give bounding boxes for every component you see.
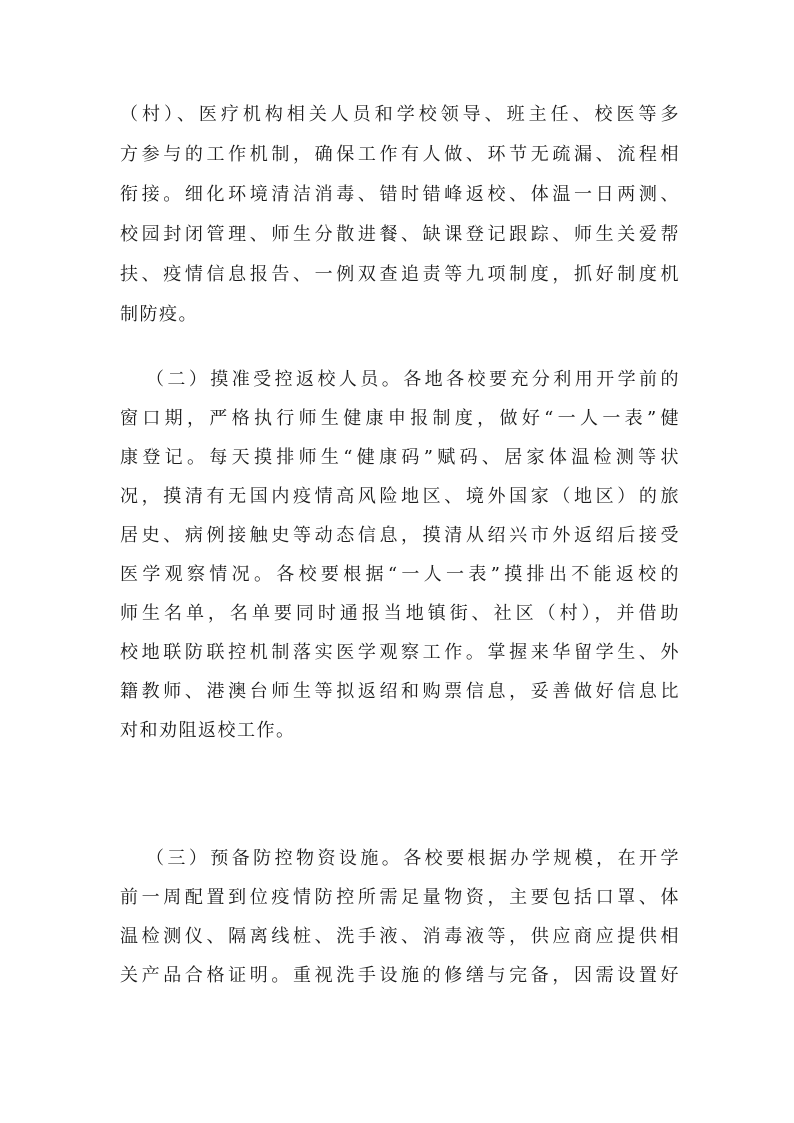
- text-line: 窗口期，严格执行师生健康申报制度，做好“一人一表”健: [120, 408, 680, 429]
- text-line: 医学观察情况。各校要根据“一人一表”摸排出不能返校的: [120, 564, 680, 585]
- text-line: 制防疫。: [120, 304, 198, 325]
- text-line: 前一周配置到位疫情防控所需足量物资，主要包括口罩、体: [120, 887, 680, 908]
- text-line: 对和劝阻返校工作。: [120, 720, 296, 741]
- text-line: 扶、疫情信息报告、一例双查追责等九项制度，抓好制度机: [120, 264, 680, 285]
- text-line: 籍教师、港澳台师生等拟返绍和购票信息，妥善做好信息比: [120, 681, 680, 702]
- text-line: 康登记。每天摸排师生“健康码”赋码、居家体温检测等状: [120, 447, 680, 468]
- text-line: （三）预备防控物资设施。各校要根据办学规模，在开学: [146, 848, 680, 869]
- text-line: 校地联防联控机制落实医学观察工作。掌握来华留学生、外: [120, 642, 680, 663]
- text-line: 师生名单，名单要同时通报当地镇街、社区（村），并借助: [120, 603, 680, 624]
- text-line: 关产品合格证明。重视洗手设施的修缮与完备，因需设置好: [120, 965, 680, 986]
- text-line: 居史、病例接触史等动态信息，摸清从绍兴市外返绍后接受: [120, 525, 680, 546]
- text-line: （村）、医疗机构相关人员和学校领导、班主任、校医等多: [120, 104, 680, 125]
- text-line: 衔接。细化环境清洁消毒、错时错峰返校、体温一日两测、: [120, 184, 680, 205]
- text-line: 方参与的工作机制，确保工作有人做、环节无疏漏、流程相: [120, 144, 680, 165]
- text-line: 况，摸清有无国内疫情高风险地区、境外国家（地区）的旅: [120, 486, 680, 507]
- text-line: （二）摸准受控返校人员。各地各校要充分利用开学前的: [146, 369, 680, 390]
- text-line: 温检测仪、隔离线桩、洗手液、消毒液等，供应商应提供相: [120, 926, 680, 947]
- text-line: 校园封闭管理、师生分散进餐、缺课登记跟踪、师生关爱帮: [120, 224, 680, 245]
